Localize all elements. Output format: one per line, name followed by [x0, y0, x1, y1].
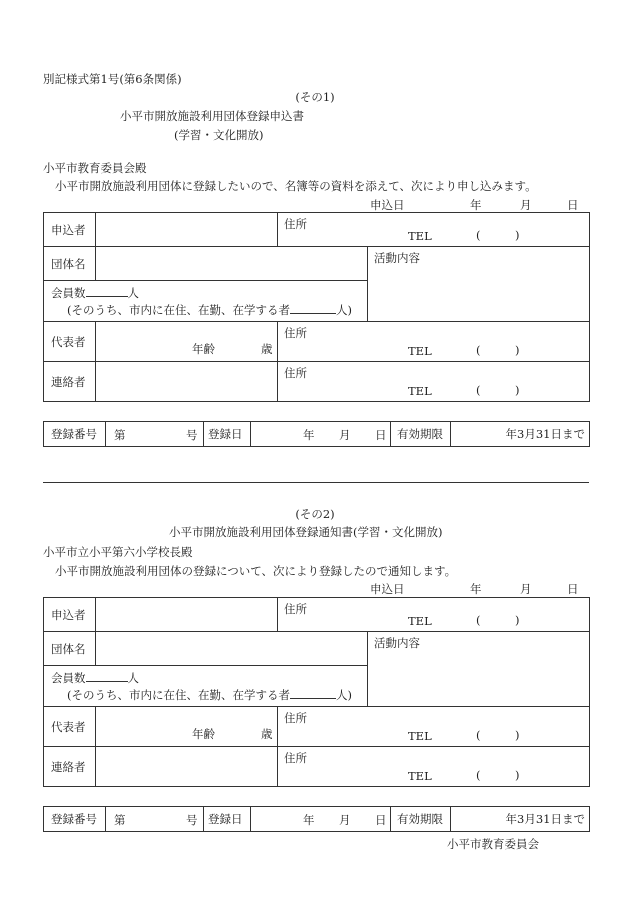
- contact-address-field[interactable]: [278, 747, 590, 787]
- reg-day: 日: [375, 813, 387, 827]
- activity-field[interactable]: [368, 247, 590, 322]
- address-label: 住所: [284, 326, 307, 340]
- validity-label: 有効期限: [391, 807, 451, 832]
- members-unit: 人: [127, 286, 139, 300]
- reg-number-field[interactable]: [106, 422, 204, 447]
- tel-label: TEL: [408, 614, 432, 628]
- contact-field[interactable]: [96, 362, 278, 402]
- no-suffix: 号: [186, 813, 198, 827]
- group-name-label: 団体名: [44, 632, 96, 666]
- apply-month-label: 月: [520, 582, 532, 596]
- contact-label: 連絡者: [44, 747, 96, 787]
- part1-addressee: 小平市教育委員会殿: [43, 161, 147, 175]
- apply-day-label: 日: [567, 198, 579, 212]
- address-label: 住所: [284, 602, 307, 616]
- reg-number-label: 登録番号: [44, 807, 106, 832]
- apply-year-label: 年: [470, 582, 482, 596]
- part2-number: (その2): [295, 507, 335, 521]
- tel-paren: ( ): [476, 343, 520, 357]
- tel-paren: ( ): [476, 383, 520, 397]
- tel-paren: ( ): [476, 728, 520, 742]
- part1-title: 小平市開放施設利用団体登録申込書: [120, 109, 304, 123]
- members-line: [51, 669, 367, 686]
- validity-field[interactable]: 年3月31日まで: [451, 807, 590, 832]
- part2-title: 小平市開放施設利用団体登録通知書(学習・文化開放): [169, 525, 443, 539]
- members-note-line: [51, 301, 367, 318]
- contact-field[interactable]: [96, 747, 278, 787]
- style-number: 別記様式第1号(第6条関係): [43, 72, 182, 86]
- tel-label: TEL: [408, 769, 432, 783]
- reg-date-field[interactable]: [251, 807, 391, 832]
- age-unit: 歳: [261, 727, 273, 741]
- part2-application-table: [43, 597, 590, 787]
- part1-number: (その1): [295, 90, 335, 104]
- reg-year: 年: [303, 813, 315, 827]
- reg-number-field[interactable]: [106, 807, 204, 832]
- representative-label: 代表者: [44, 707, 96, 747]
- validity-field[interactable]: 年3月31日まで: [451, 422, 590, 447]
- apply-month-label: 月: [520, 198, 532, 212]
- part2-addressee: 小平市立小平第六小学校長殿: [43, 545, 193, 559]
- divider-line: [43, 482, 589, 483]
- validity-label: 有効期限: [391, 422, 451, 447]
- reg-day: 日: [375, 428, 387, 442]
- part2-registration-table: [43, 806, 590, 832]
- tel-paren: ( ): [476, 613, 520, 627]
- members-note-line: [51, 686, 367, 703]
- part1-application-table: [43, 212, 590, 402]
- apply-day-label: 日: [567, 582, 579, 596]
- activity-label: 活動内容: [374, 251, 420, 265]
- part1-body: 小平市開放施設利用団体に登録したいので、名簿等の資料を添えて、次により申し込みます。: [55, 179, 537, 193]
- members-cell[interactable]: [44, 666, 368, 707]
- representative-field[interactable]: [96, 707, 278, 747]
- part1-registration-table: [43, 421, 590, 447]
- representative-field[interactable]: [96, 322, 278, 362]
- part1-subtitle: (学習・文化開放): [174, 128, 264, 142]
- address-label: 住所: [284, 366, 307, 380]
- address-label: 住所: [284, 711, 307, 725]
- applicant-address-field[interactable]: [278, 213, 590, 247]
- applicant-label: 申込者: [44, 213, 96, 247]
- applicant-address-field[interactable]: [278, 598, 590, 632]
- group-name-field[interactable]: [96, 247, 368, 281]
- part2-body: 小平市開放施設利用団体の登録について、次により登録したので通知します。: [55, 564, 457, 578]
- part1-apply-date-row: [370, 197, 405, 213]
- tel-label: TEL: [408, 229, 432, 243]
- no-prefix: 第: [114, 428, 126, 442]
- tel-paren: ( ): [476, 768, 520, 782]
- members-note-end: 人): [335, 688, 352, 702]
- age-unit: 歳: [261, 342, 273, 356]
- reg-month: 月: [339, 428, 351, 442]
- representative-address-field[interactable]: [278, 707, 590, 747]
- tel-label: TEL: [408, 344, 432, 358]
- age-label: 年齢: [192, 342, 215, 356]
- footer-committee: 小平市教育委員会: [447, 837, 539, 851]
- age-label: 年齢: [192, 727, 215, 741]
- address-label: 住所: [284, 217, 307, 231]
- applicant-field[interactable]: [96, 213, 278, 247]
- members-label: 会員数: [51, 286, 86, 300]
- contact-label: 連絡者: [44, 362, 96, 402]
- members-note: (そのうち、市内に在住、在勤、在学する者: [67, 303, 290, 317]
- tel-label: TEL: [408, 729, 432, 743]
- no-prefix: 第: [114, 813, 126, 827]
- apply-date-label: 申込日: [370, 582, 405, 596]
- tel-label: TEL: [408, 384, 432, 398]
- group-name-label: 団体名: [44, 247, 96, 281]
- reg-date-label: 登録日: [204, 422, 251, 447]
- members-cell[interactable]: [44, 281, 368, 322]
- members-note-end: 人): [335, 303, 352, 317]
- members-label: 会員数: [51, 671, 86, 685]
- representative-address-field[interactable]: [278, 322, 590, 362]
- apply-date-label: 申込日: [370, 198, 405, 212]
- reg-year: 年: [303, 428, 315, 442]
- members-line: [51, 284, 367, 301]
- activity-label: 活動内容: [374, 636, 420, 650]
- applicant-label: 申込者: [44, 598, 96, 632]
- contact-address-field[interactable]: [278, 362, 590, 402]
- reg-number-label: 登録番号: [44, 422, 106, 447]
- members-note: (そのうち、市内に在住、在勤、在学する者: [67, 688, 290, 702]
- group-name-field[interactable]: [96, 632, 368, 666]
- activity-field[interactable]: [368, 632, 590, 707]
- tel-paren: ( ): [476, 228, 520, 242]
- reg-month: 月: [339, 813, 351, 827]
- applicant-field[interactable]: [96, 598, 278, 632]
- representative-label: 代表者: [44, 322, 96, 362]
- members-unit: 人: [127, 671, 139, 685]
- reg-date-field[interactable]: [251, 422, 391, 447]
- address-label: 住所: [284, 751, 307, 765]
- apply-year-label: 年: [470, 198, 482, 212]
- no-suffix: 号: [186, 428, 198, 442]
- reg-date-label: 登録日: [204, 807, 251, 832]
